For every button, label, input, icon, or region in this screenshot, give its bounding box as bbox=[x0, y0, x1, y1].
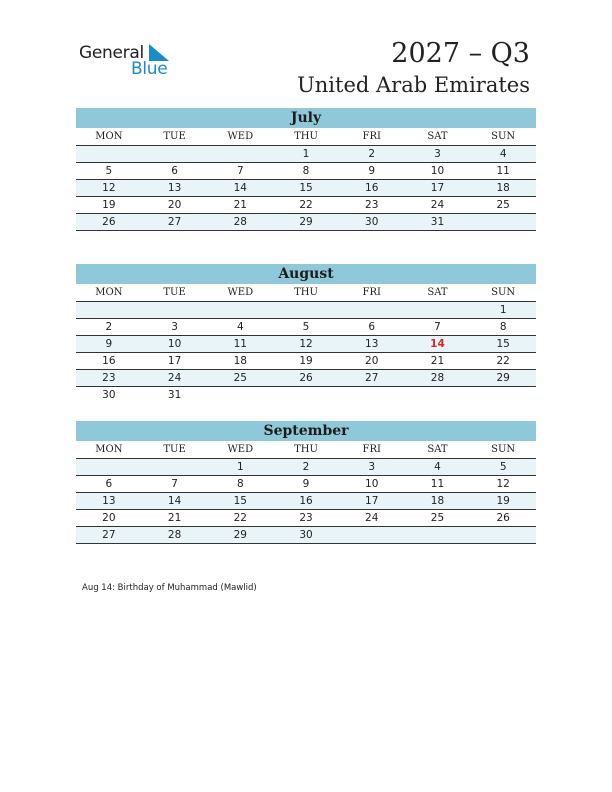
day-cell: 6 bbox=[368, 321, 376, 333]
day-cell: 13 bbox=[102, 495, 116, 507]
day-cell: 22 bbox=[496, 355, 510, 367]
day-cell: 14 bbox=[167, 495, 182, 507]
weekday-label: MON bbox=[95, 444, 123, 455]
weekday-header-row bbox=[76, 441, 536, 459]
day-cell: 9 bbox=[302, 478, 310, 490]
day-cell: 27 bbox=[167, 216, 182, 228]
day-cell bbox=[339, 302, 405, 318]
weekday-label: THU bbox=[294, 287, 318, 298]
day-cell: 15 bbox=[299, 182, 313, 194]
day-cell: 28 bbox=[233, 216, 247, 228]
day-cell: 1 bbox=[302, 148, 310, 160]
day-cell: 18 bbox=[430, 495, 445, 507]
day-cell: 18 bbox=[496, 182, 510, 194]
day-cell: 11 bbox=[233, 338, 247, 350]
day-cell: 30 bbox=[102, 389, 116, 401]
day-cell bbox=[405, 302, 471, 318]
day-cell: 30 bbox=[299, 529, 313, 541]
week-row bbox=[76, 370, 536, 387]
day-cell: 23 bbox=[299, 512, 313, 524]
day-cell: 21 bbox=[167, 512, 182, 524]
day-cell: 27 bbox=[365, 372, 379, 384]
weekday-label: WED bbox=[227, 131, 254, 142]
day-cell: 17 bbox=[365, 495, 379, 507]
month-header: September bbox=[76, 421, 536, 441]
day-cell: 24 bbox=[365, 512, 379, 524]
day-cell: 26 bbox=[496, 512, 510, 524]
day-cell: 23 bbox=[365, 199, 379, 211]
day-cell: 24 bbox=[430, 199, 445, 211]
weekday-label: WED bbox=[227, 287, 254, 298]
day-cell bbox=[470, 527, 536, 543]
weekday-label: WED bbox=[227, 444, 254, 455]
day-cell bbox=[470, 214, 536, 230]
day-cell: 17 bbox=[167, 355, 182, 367]
day-cell bbox=[339, 387, 405, 403]
weekday-label: FRI bbox=[362, 131, 381, 142]
day-cell: 8 bbox=[236, 478, 244, 490]
day-cell: 1 bbox=[499, 304, 507, 316]
day-cell: 19 bbox=[102, 199, 116, 211]
day-cell: 19 bbox=[496, 495, 510, 507]
weekday-label: TUE bbox=[163, 131, 186, 142]
country-name: United Arab Emirates bbox=[297, 73, 530, 97]
day-cell: 5 bbox=[499, 461, 507, 473]
month-header: August bbox=[76, 264, 536, 284]
week-row bbox=[76, 163, 536, 180]
day-cell: 26 bbox=[102, 216, 116, 228]
month-august bbox=[76, 264, 536, 403]
day-cell: 2 bbox=[368, 148, 376, 160]
week-row bbox=[76, 180, 536, 197]
day-cell bbox=[207, 387, 273, 403]
day-cell: 7 bbox=[434, 321, 441, 333]
day-cell: 25 bbox=[233, 372, 247, 384]
day-cell: 19 bbox=[299, 355, 313, 367]
day-cell: 4 bbox=[434, 461, 441, 473]
day-cell: 28 bbox=[167, 529, 182, 541]
weekday-label: THU bbox=[294, 444, 318, 455]
week-row bbox=[76, 459, 536, 476]
day-cell: 7 bbox=[236, 165, 244, 177]
month-september bbox=[76, 421, 536, 544]
logo-general-text: General bbox=[79, 43, 144, 63]
day-cell: 5 bbox=[105, 165, 113, 177]
weekday-label: SAT bbox=[427, 131, 448, 142]
day-cell: 3 bbox=[171, 321, 178, 333]
weekday-label: MON bbox=[95, 131, 123, 142]
day-cell: 30 bbox=[365, 216, 379, 228]
month-header: July bbox=[76, 108, 536, 128]
week-row bbox=[76, 146, 536, 163]
weekday-label: SUN bbox=[491, 444, 516, 455]
day-cell: 26 bbox=[299, 372, 313, 384]
day-cell: 21 bbox=[430, 355, 445, 367]
day-cell: 29 bbox=[496, 372, 510, 384]
day-cell bbox=[76, 146, 142, 162]
day-cell bbox=[76, 459, 142, 475]
day-cell bbox=[207, 146, 273, 162]
day-cell: 31 bbox=[430, 216, 445, 228]
day-cell: 16 bbox=[102, 355, 116, 367]
day-cell: 3 bbox=[368, 461, 376, 473]
day-cell: 27 bbox=[102, 529, 116, 541]
day-cell: 10 bbox=[365, 478, 379, 490]
day-cell bbox=[405, 387, 471, 403]
weekday-header-row bbox=[76, 284, 536, 302]
week-row bbox=[76, 214, 536, 231]
day-cell: 16 bbox=[365, 182, 379, 194]
day-cell: 20 bbox=[102, 512, 116, 524]
day-cell: 20 bbox=[365, 355, 379, 367]
day-cell: 11 bbox=[496, 165, 510, 177]
day-cell: 13 bbox=[365, 338, 379, 350]
day-cell bbox=[142, 146, 208, 162]
weekday-label: FRI bbox=[362, 287, 381, 298]
day-cell: 12 bbox=[102, 182, 116, 194]
day-cell: 11 bbox=[430, 478, 445, 490]
logo bbox=[79, 40, 189, 80]
day-cell: 23 bbox=[102, 372, 116, 384]
day-cell: 29 bbox=[233, 529, 247, 541]
day-cell: 15 bbox=[496, 338, 510, 350]
day-cell bbox=[470, 387, 536, 403]
weekday-label: SUN bbox=[491, 131, 516, 142]
day-cell: 14 bbox=[233, 182, 247, 194]
week-row bbox=[76, 302, 536, 319]
day-cell: 16 bbox=[299, 495, 313, 507]
day-cell bbox=[405, 527, 471, 543]
day-cell: 24 bbox=[167, 372, 182, 384]
day-cell: 6 bbox=[105, 478, 113, 490]
day-cell: 20 bbox=[167, 199, 182, 211]
day-cell: 22 bbox=[299, 199, 313, 211]
day-cell: 2 bbox=[105, 321, 113, 333]
day-cell: 9 bbox=[105, 338, 113, 350]
week-row bbox=[76, 387, 536, 403]
week-row bbox=[76, 510, 536, 527]
day-cell bbox=[339, 527, 405, 543]
day-cell: 1 bbox=[236, 461, 244, 473]
day-cell: 21 bbox=[233, 199, 247, 211]
week-row bbox=[76, 353, 536, 370]
day-cell: 5 bbox=[302, 321, 310, 333]
week-row bbox=[76, 319, 536, 336]
month-july bbox=[76, 108, 536, 231]
page-title: 2027 – Q3 bbox=[391, 38, 530, 69]
week-row bbox=[76, 527, 536, 544]
weekday-label: SUN bbox=[491, 287, 516, 298]
weekday-label: THU bbox=[294, 131, 318, 142]
day-cell: 13 bbox=[167, 182, 182, 194]
weekday-label: SAT bbox=[427, 444, 448, 455]
day-cell: 12 bbox=[299, 338, 313, 350]
weekday-label: TUE bbox=[163, 287, 186, 298]
holiday-note: Aug 14: Birthday of Muhammad (Mawlid) bbox=[82, 583, 257, 593]
day-cell: 29 bbox=[299, 216, 313, 228]
day-cell bbox=[142, 459, 208, 475]
week-row bbox=[76, 336, 536, 353]
day-cell: 22 bbox=[233, 512, 247, 524]
day-cell: 4 bbox=[499, 148, 507, 160]
day-cell: 25 bbox=[496, 199, 510, 211]
day-cell: 15 bbox=[233, 495, 247, 507]
weekday-header-row bbox=[76, 128, 536, 146]
day-cell bbox=[76, 302, 142, 318]
weekday-label: FRI bbox=[362, 444, 381, 455]
weekday-label: MON bbox=[95, 287, 123, 298]
day-cell: 8 bbox=[499, 321, 507, 333]
day-cell: 3 bbox=[434, 148, 441, 160]
week-row bbox=[76, 197, 536, 214]
day-cell bbox=[142, 302, 208, 318]
day-cell: 17 bbox=[430, 182, 445, 194]
holiday-day-cell: 14 bbox=[430, 338, 445, 350]
day-cell: 28 bbox=[430, 372, 445, 384]
weekday-label: TUE bbox=[163, 444, 186, 455]
weekday-label: SAT bbox=[427, 287, 448, 298]
day-cell: 2 bbox=[302, 461, 310, 473]
day-cell: 12 bbox=[496, 478, 510, 490]
day-cell: 25 bbox=[430, 512, 445, 524]
day-cell bbox=[273, 302, 339, 318]
logo-blue-text: Blue bbox=[131, 59, 168, 79]
week-row bbox=[76, 476, 536, 493]
week-row bbox=[76, 493, 536, 510]
day-cell bbox=[207, 302, 273, 318]
day-cell: 18 bbox=[233, 355, 247, 367]
day-cell: 7 bbox=[171, 478, 178, 490]
day-cell: 10 bbox=[430, 165, 445, 177]
day-cell bbox=[273, 387, 339, 403]
day-cell: 6 bbox=[171, 165, 178, 177]
day-cell: 4 bbox=[236, 321, 244, 333]
day-cell: 31 bbox=[167, 389, 182, 401]
day-cell: 8 bbox=[302, 165, 310, 177]
day-cell: 9 bbox=[368, 165, 376, 177]
day-cell: 10 bbox=[167, 338, 182, 350]
